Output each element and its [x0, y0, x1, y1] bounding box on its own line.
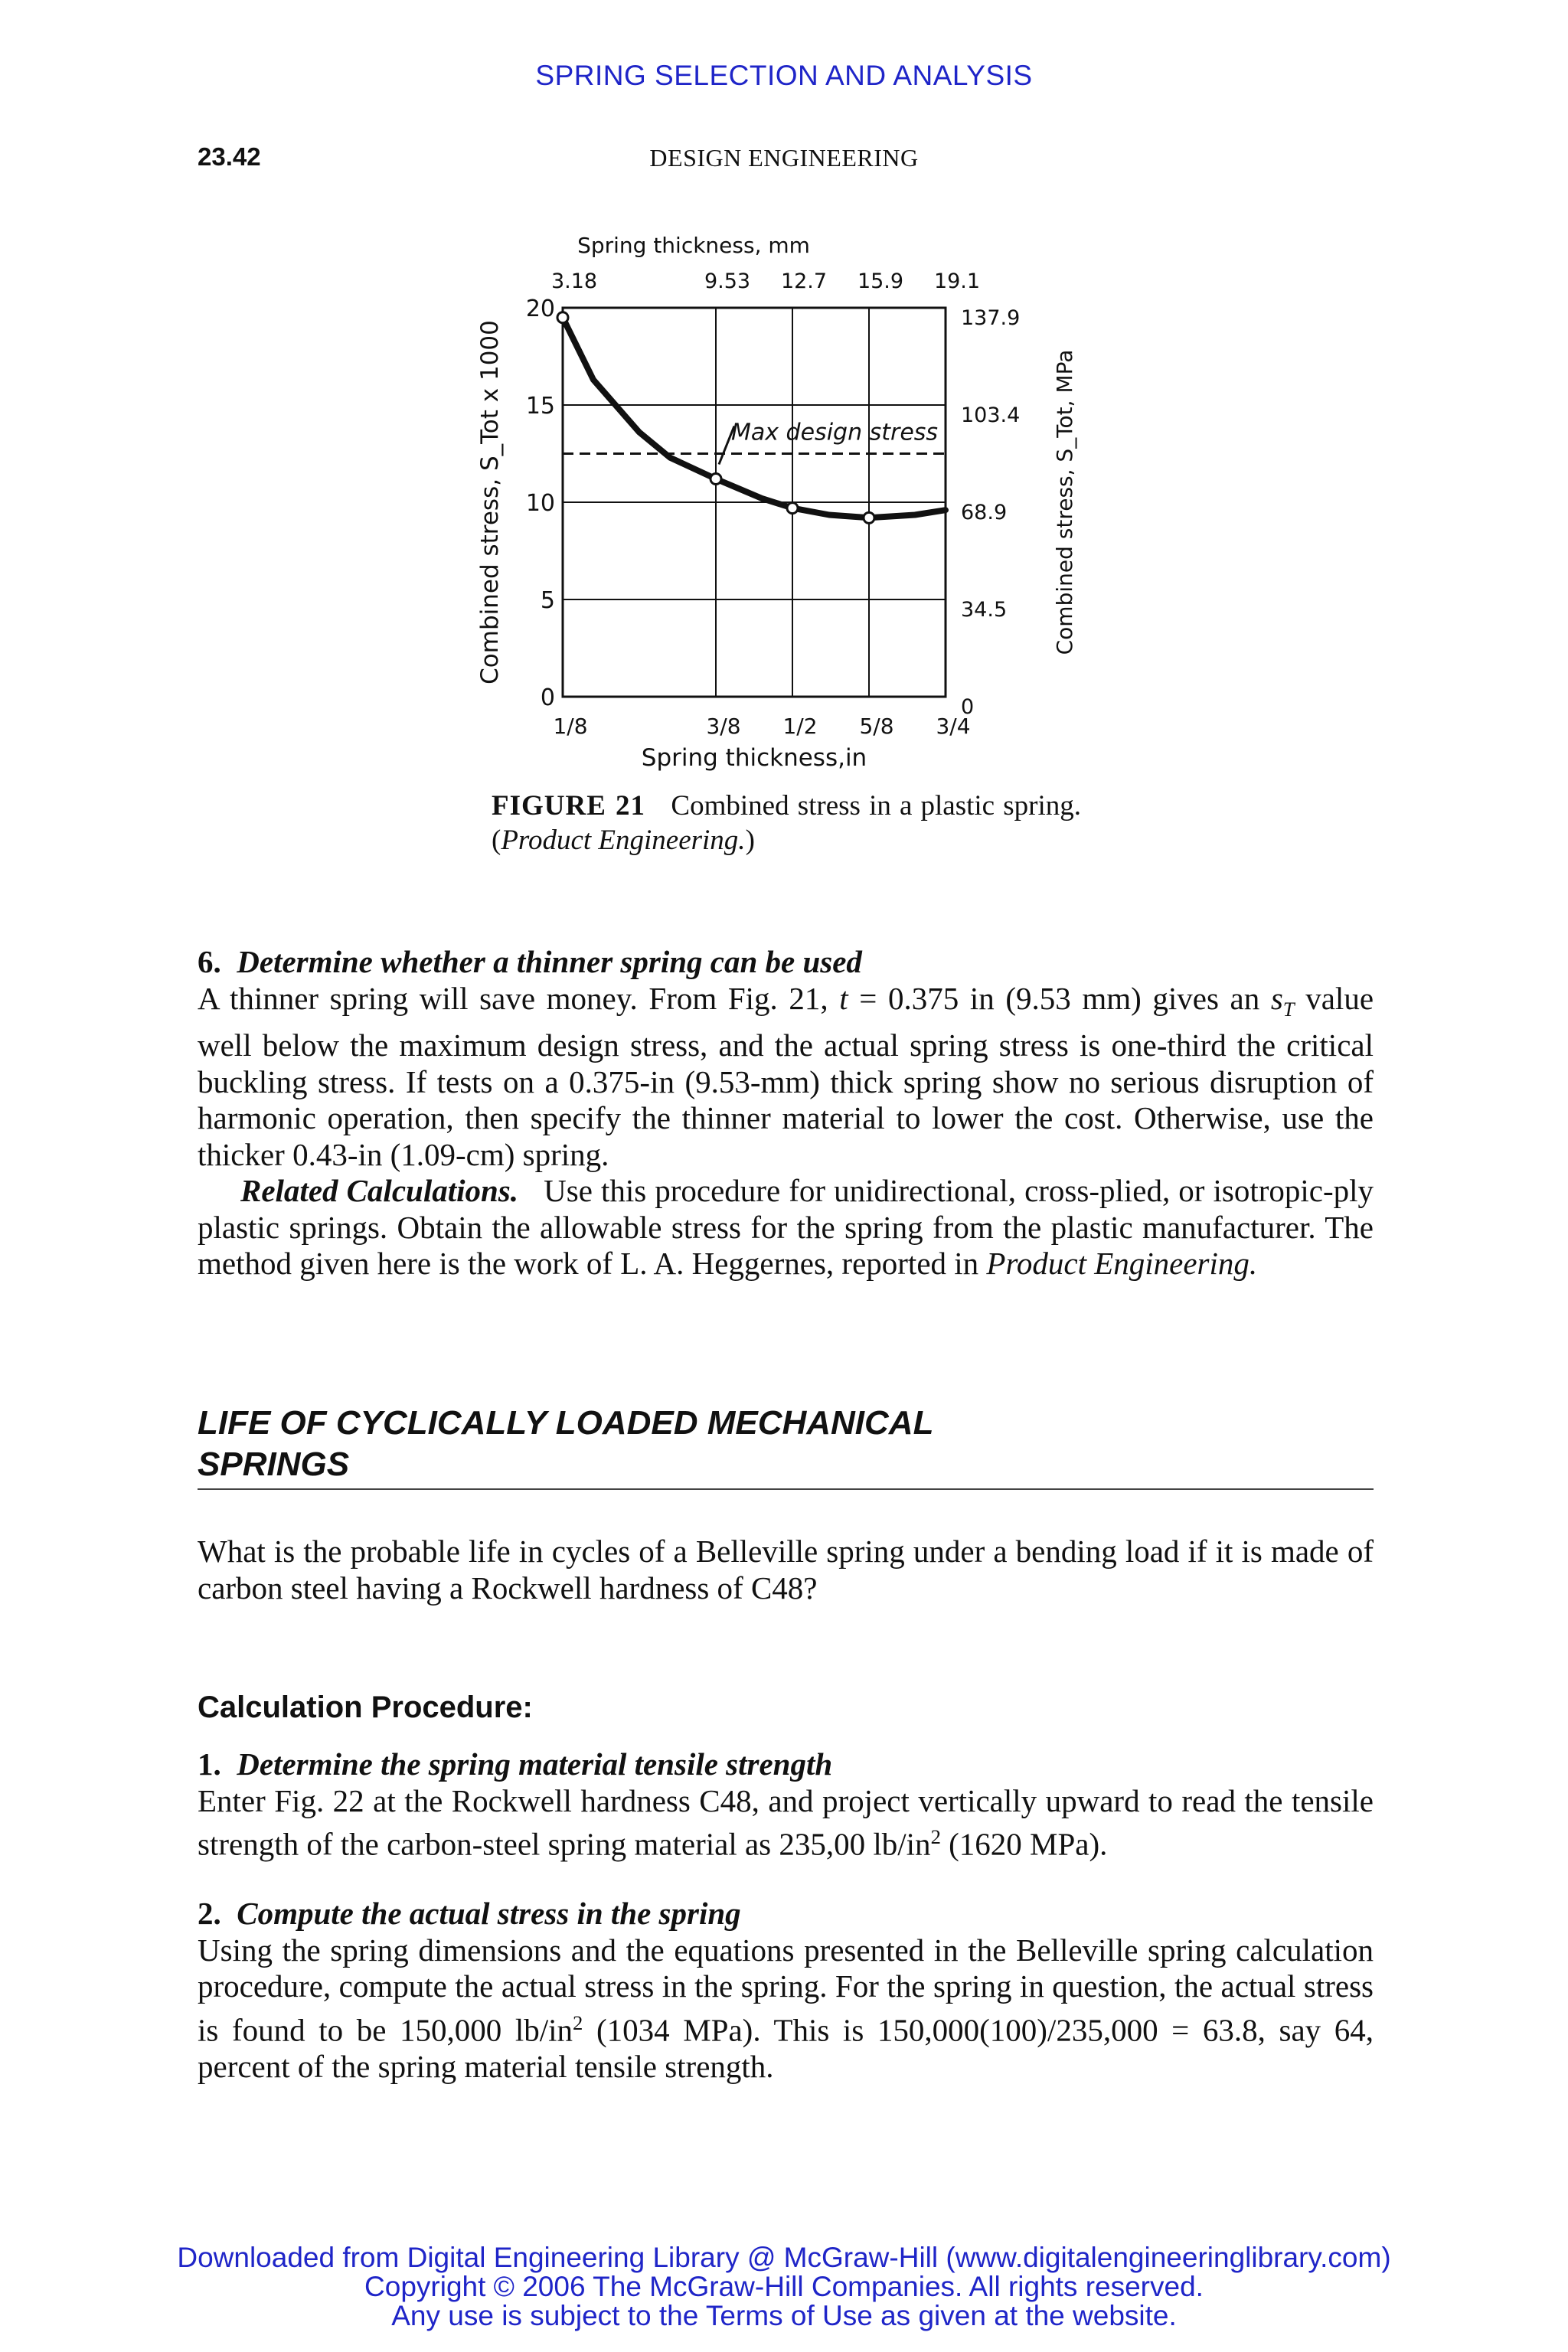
curve-marker: [787, 503, 798, 514]
related-calculations-label: Related Calculations.: [240, 1173, 518, 1209]
x-axis-label: Spring thickness,in: [641, 744, 867, 772]
chart-grid: [563, 308, 946, 697]
bottom-tick-labels: [553, 714, 970, 739]
curve-marker: [864, 512, 874, 523]
section-rule: [198, 1488, 1374, 1490]
curve-marker: [710, 474, 721, 485]
x-tick-label: 5/8: [859, 714, 894, 739]
section-6-paragraph: A thinner spring will save money. From Fig. 21, t = 0.375 in (9.53 mm) gives an $s_T$ value well below the maximum design stress, and the actual spring stress is one-third the critical buckling stress. If tests on a 0.375-in (9.53-mm) thick spring show no serious disruption of harmonic operation, then specify the thinner material to lower the cost. Otherwise, use the thicker 0.43-in (1.09-cm) spring.: [198, 980, 1374, 1172]
figure-21-chart: [475, 222, 1102, 773]
stress-curve-line: [563, 318, 946, 518]
y-tick-label: 10: [525, 490, 555, 517]
section-6: [198, 944, 1374, 1282]
right-tick-label: 137.9: [961, 306, 1021, 330]
step-number: 6.: [198, 944, 221, 979]
left-tick-labels: [526, 296, 555, 711]
x-tick-label: 1/2: [782, 714, 818, 739]
footer-terms: Any use is subject to the Terms of Use as given at the website.: [391, 2300, 1177, 2331]
step-2-title: Compute the actual stress in the spring: [237, 1896, 741, 1931]
right-axis-label: Combined stress, S_Tot, MPa: [1052, 349, 1077, 655]
top-tick-label: 9.53: [704, 270, 751, 293]
section-heading: LIFE OF CYCLICALLY LOADED MECHANICAL SPRINGS: [198, 1404, 934, 1483]
top-axis-label: Spring thickness, mm: [577, 233, 810, 258]
top-tick-label: 3.18: [550, 270, 598, 293]
related-calculations-paragraph: Related Calculations. Use this procedure for unidirectional, cross-plied, or isotropic-ply plastic springs. Obtain the allowable stress for the spring from the plastic manufacturer. The method given here is the work of L. A. Heggernes, reported in Product Engineering.: [198, 1173, 1374, 1282]
calculation-procedure-heading: Calculation Procedure:: [198, 1690, 533, 1724]
y-tick-label: 5: [540, 587, 555, 614]
book-section-title: SPRING SELECTION AND ANALYSIS: [535, 60, 1033, 91]
y-axis-label: Combined stress, S_Tot x 1000: [476, 320, 504, 684]
step-1-title: Determine the spring material tensile strength: [237, 1746, 833, 1782]
x-tick-label: 3/4: [936, 714, 971, 739]
step-1: 1. Determine the spring material tensile strength Enter Fig. 22 at the Rockwell hardness C48, and project vertically upward to read the tensile strength of the carbon-steel spring material as 235,00 $lb/in^2$ (1620 MPa).: [198, 1746, 1374, 1862]
figure-caption: FIGURE 21 Combined stress in a plastic spring. (Product Engineering.): [492, 790, 1081, 856]
y-tick-label: 15: [525, 393, 555, 420]
right-tick-label: 68.9: [961, 501, 1008, 524]
problem-statement: What is the probable life in cycles of a Belleville spring under a bending load if it is made of carbon steel having a Rockwell hardness of C48?: [198, 1534, 1374, 1606]
running-head: DESIGN ENGINEERING: [649, 144, 919, 172]
step-title: Determine whether a thinner spring can be used: [237, 944, 862, 979]
top-tick-labels: [551, 270, 980, 293]
y-tick-label: 20: [525, 296, 555, 322]
right-tick-label: 103.4: [961, 403, 1021, 427]
page-footer: [0, 2243, 1568, 2331]
figure-caption-text: Combined stress in a plastic spring.: [671, 790, 1081, 822]
x-tick-label: 1/8: [553, 714, 588, 739]
right-tick-label: 0: [961, 695, 975, 719]
page-number: 23.42: [198, 142, 261, 171]
y-tick-label: 0: [540, 684, 555, 711]
top-tick-label: 19.1: [933, 270, 981, 293]
step-2: 2. Compute the actual stress in the spring Using the spring dimensions and the equations presented in the Belleville spring calculation procedure, compute the actual stress in the spring. For the spring in question, the actual stress is found to be 150,000 $lb/in^2$ (1034 MPa). This is 150,000(100)/235,000 = 63.8, say 64, percent of the spring material tensile strength.: [198, 1896, 1374, 2084]
figure-caption-label: FIGURE 21: [492, 790, 646, 822]
curve-marker: [557, 312, 568, 323]
top-tick-label: 15.9: [857, 270, 904, 293]
right-tick-label: 34.5: [961, 598, 1008, 622]
section-6-heading: [198, 944, 1374, 981]
x-tick-label: 3/8: [706, 714, 741, 739]
figure-caption-source: Product Engineering.: [501, 825, 746, 856]
footer-copyright: Copyright © 2006 The McGraw-Hill Companies. All rights reserved.: [364, 2271, 1204, 2302]
footer-download-link[interactable]: Downloaded from Digital Engineering Library @ McGraw-Hill (www.digitalengineeringlibrary.com): [177, 2242, 1391, 2273]
top-tick-label: 12.7: [780, 270, 828, 293]
right-tick-labels: [961, 306, 1020, 719]
max-design-stress-label: Max design stress: [731, 419, 939, 446]
